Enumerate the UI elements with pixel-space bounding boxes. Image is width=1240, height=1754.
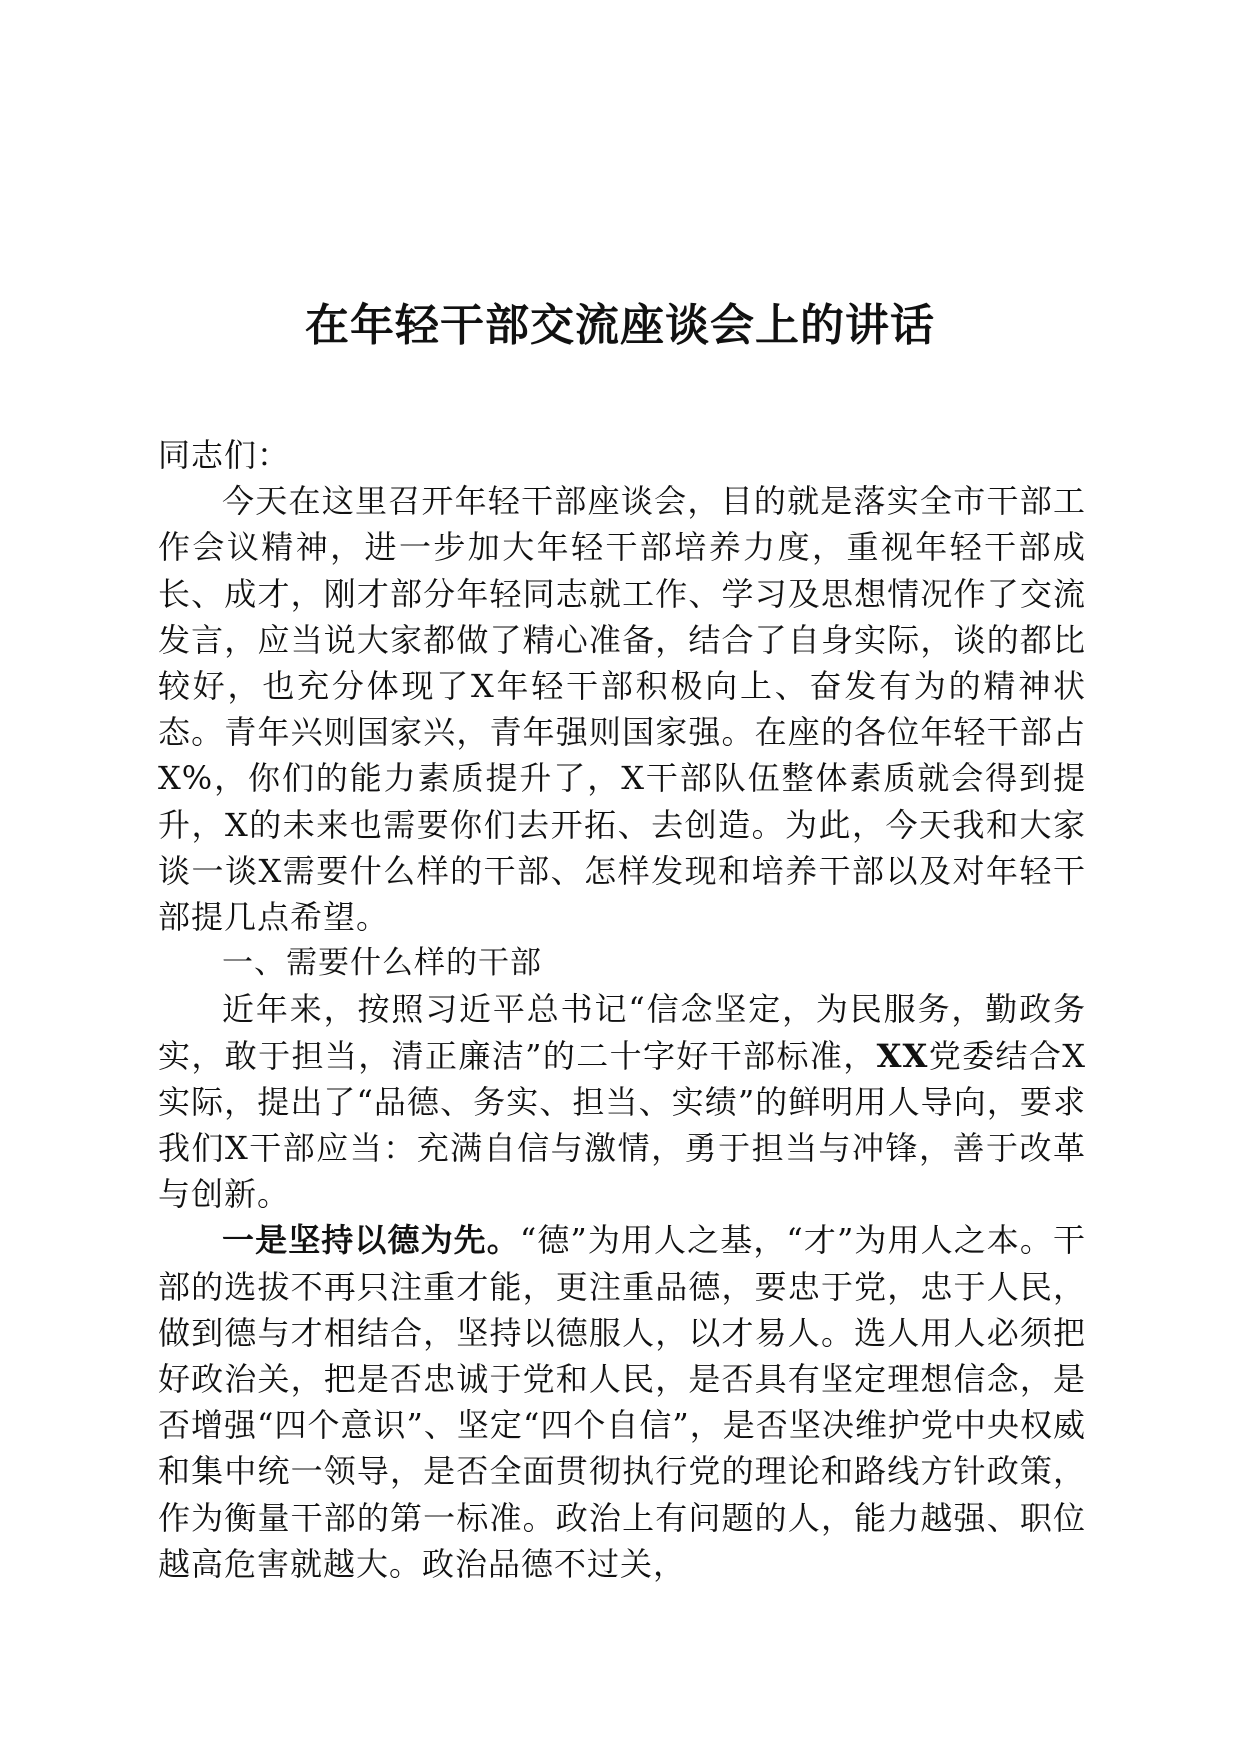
document-body [158,432,1086,1587]
intro-paragraph: 今天在这里召开年轻干部座谈会，目的就是落实全市干部工作会议精神，进一步加大年轻干部培养力度，重视年轻干部成长、成才，刚才部分年轻同志就工作、学习及思想情况作了交流发言，应当说大家都做了精心准备，结合了自身实际，谈的都比较好，也充分体现了X年轻干部积极向上、奋发有为的精神状态。青年兴则国家兴，青年强则国家强。在座的各位年轻干部占X%，你们的能力素质提升了，X干部队伍整体素质就会得到提升，X的未来也需要你们去开拓、去创造。为此，今天我和大家谈一谈X需要什么样的干部、怎样发现和培养干部以及对年轻干部提几点希望。 [158,482,1086,937]
section1-paragraph [158,986,1086,1217]
salutation: 同志们： [158,436,291,474]
section-heading-1: 一、需要什么样的干部 [222,945,542,982]
point1-lead: 一是坚持以德为先。 [222,1221,520,1260]
section1-text-b: 党委结合X实际，提出了“品德、务实、担当、实绩”的鲜明用人导向，要求我们X干部应当：充满自信与激情，勇于担当与冲锋，善于改革与创新。 [158,1036,1086,1214]
point1-text: “德”为用人之基，“才”为用人之本。干部的选拔不再只注重才能，更注重品德，要忠于党，忠于人民，做到德与才相结合，坚持以德服人，以才易人。选人用人必须把好政治关，把是否忠诚于党和人民，是否具有坚定理想信念，是否增强“四个意识”、坚定“四个自信”，是否坚决维护党中央权威和集中统一领导，是否全面贯彻执行党的理论和路线方针政策，作为衡量干部的第一标准。政治上有问题的人，能力越强、职位越高危害就越大。政治品德不过关， [158,1221,1086,1583]
document-title: 在年轻干部交流座谈会上的讲话 [305,300,935,351]
section1-text-a: 近年来，按照习近平总书记“信念坚定，为民服务，勤政务实，敢于担当，清正廉洁”的二十字好干部标准， [158,990,1086,1075]
section1-party-name: XX [876,1036,929,1075]
point1-paragraph [158,1217,1086,1587]
